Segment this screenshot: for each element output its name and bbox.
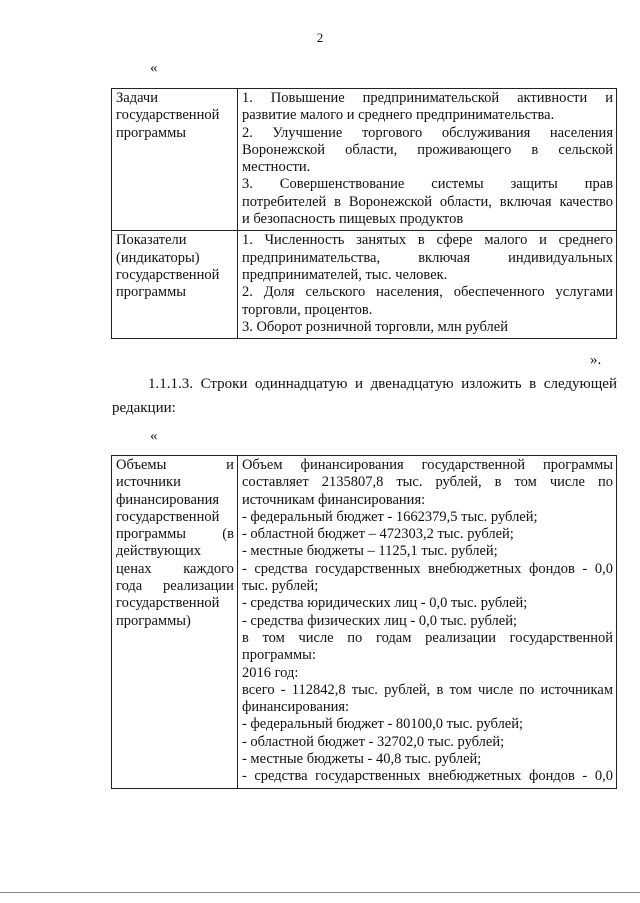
financing-line: в том числе по годам реализации государственной bbox=[241, 629, 613, 646]
task-line: потребителей в Воронежской области, включая качество bbox=[241, 193, 613, 210]
opening-quote: « bbox=[150, 60, 158, 76]
task-line: местности. bbox=[241, 159, 311, 176]
tasks-label: государственной bbox=[116, 107, 220, 124]
indicator-line: торговли, процентов. bbox=[241, 301, 373, 318]
financing-line: - средства государственных внебюджетных фондов - 0,0 bbox=[241, 768, 613, 785]
task-line: и безопасность пищевых продуктов bbox=[241, 211, 464, 228]
task-line: 2. Улучшение торгового обслуживания населения bbox=[241, 124, 613, 141]
financing-line: - средства физических лиц - 0,0 тыс. рублей; bbox=[241, 612, 517, 629]
indicators-label: Показатели bbox=[116, 232, 187, 249]
financing-label: года реализации bbox=[116, 578, 234, 595]
amendment-paragraph bbox=[112, 372, 617, 420]
financing-row bbox=[112, 456, 617, 789]
task-line: 1. Повышение предпринимательской активности и bbox=[241, 90, 613, 106]
financing-line: - областной бюджет - 32702,0 тыс. рублей; bbox=[241, 733, 505, 750]
page-number: 2 bbox=[316, 30, 324, 45]
financing-label-cell bbox=[112, 456, 238, 789]
amendment-line: 1.1.1.3. Строки одиннадцатую и двенадцатую изложить в следующей bbox=[148, 376, 617, 392]
financing-line: всего - 112842,8 тыс. рублей, в том числе по источникам bbox=[241, 681, 613, 698]
closing-quote: ». bbox=[590, 352, 602, 368]
indicator-line: предпринимательства, включая индивидуальных bbox=[241, 249, 613, 266]
financing-label: программы) bbox=[116, 612, 191, 629]
tasks-label-cell bbox=[112, 89, 238, 231]
financing-content-cell bbox=[237, 456, 616, 789]
financing-line: - федеральный бюджет - 1662379,5 тыс. рублей; bbox=[241, 508, 538, 525]
financing-line: - местные бюджеты – 1125,1 тыс. рублей; bbox=[241, 543, 498, 560]
financing-line: финансирования: bbox=[241, 699, 350, 716]
indicators-row bbox=[112, 231, 617, 339]
financing-line: источникам финансирования: bbox=[241, 491, 426, 508]
financing-line: - местные бюджеты - 40,8 тыс. рублей; bbox=[241, 751, 482, 768]
indicator-line: 2. Доля сельского населения, обеспеченного услугами bbox=[241, 284, 613, 301]
indicators-label-cell bbox=[112, 231, 238, 339]
financing-line: 2016 год: bbox=[241, 664, 299, 681]
page-bottom-edge bbox=[0, 892, 640, 893]
financing-table bbox=[111, 455, 617, 789]
indicators-content-cell bbox=[237, 231, 616, 339]
amendment-line: редакции: bbox=[112, 400, 176, 416]
indicator-line: 3. Оборот розничной торговли, млн рублей bbox=[241, 318, 508, 335]
financing-line: - средства государственных внебюджетных фондов - 0,0 bbox=[241, 560, 613, 577]
financing-label: источники bbox=[116, 474, 181, 491]
indicators-label: (индикаторы) bbox=[116, 249, 200, 266]
financing-line: программы: bbox=[241, 647, 316, 664]
financing-label: действующих bbox=[116, 543, 201, 560]
tasks-row bbox=[112, 89, 617, 231]
opening-quote: « bbox=[150, 428, 158, 444]
indicators-label: государственной bbox=[116, 266, 220, 283]
tasks-label: Задачи bbox=[116, 90, 158, 106]
financing-line: - средства юридических лиц - 0,0 тыс. рублей; bbox=[241, 595, 528, 612]
financing-line: тыс. рублей; bbox=[241, 578, 319, 595]
task-line: 3. Совершенствование системы защиты прав bbox=[241, 176, 613, 193]
indicator-line: 1. Численность занятых в сфере малого и среднего bbox=[241, 232, 613, 249]
task-line: развитие малого и среднего предпринимательства. bbox=[241, 107, 555, 124]
financing-label: Объемы и bbox=[116, 457, 234, 473]
financing-line: Объем финансирования государственной программы bbox=[241, 457, 613, 473]
task-line: Воронежской области, проживающего в сельской bbox=[241, 141, 613, 158]
financing-label: государственной bbox=[116, 595, 220, 612]
tasks-label: программы bbox=[116, 124, 186, 141]
financing-label: государственной bbox=[116, 508, 220, 525]
financing-line: - областной бюджет – 472303,2 тыс. рублей; bbox=[241, 526, 514, 543]
program-passport-table bbox=[111, 88, 617, 339]
financing-line: - федеральный бюджет - 80100,0 тыс. рублей; bbox=[241, 716, 524, 733]
financing-line: составляет 2135807,8 тыс. рублей, в том числе по bbox=[241, 474, 613, 491]
financing-label: программы (в bbox=[116, 526, 234, 543]
tasks-content-cell bbox=[237, 89, 616, 231]
financing-label: финансирования bbox=[116, 491, 220, 508]
financing-label: ценах каждого bbox=[116, 560, 234, 577]
indicators-label: программы bbox=[116, 284, 186, 301]
indicator-line: предпринимателей, тыс. человек. bbox=[241, 266, 448, 283]
